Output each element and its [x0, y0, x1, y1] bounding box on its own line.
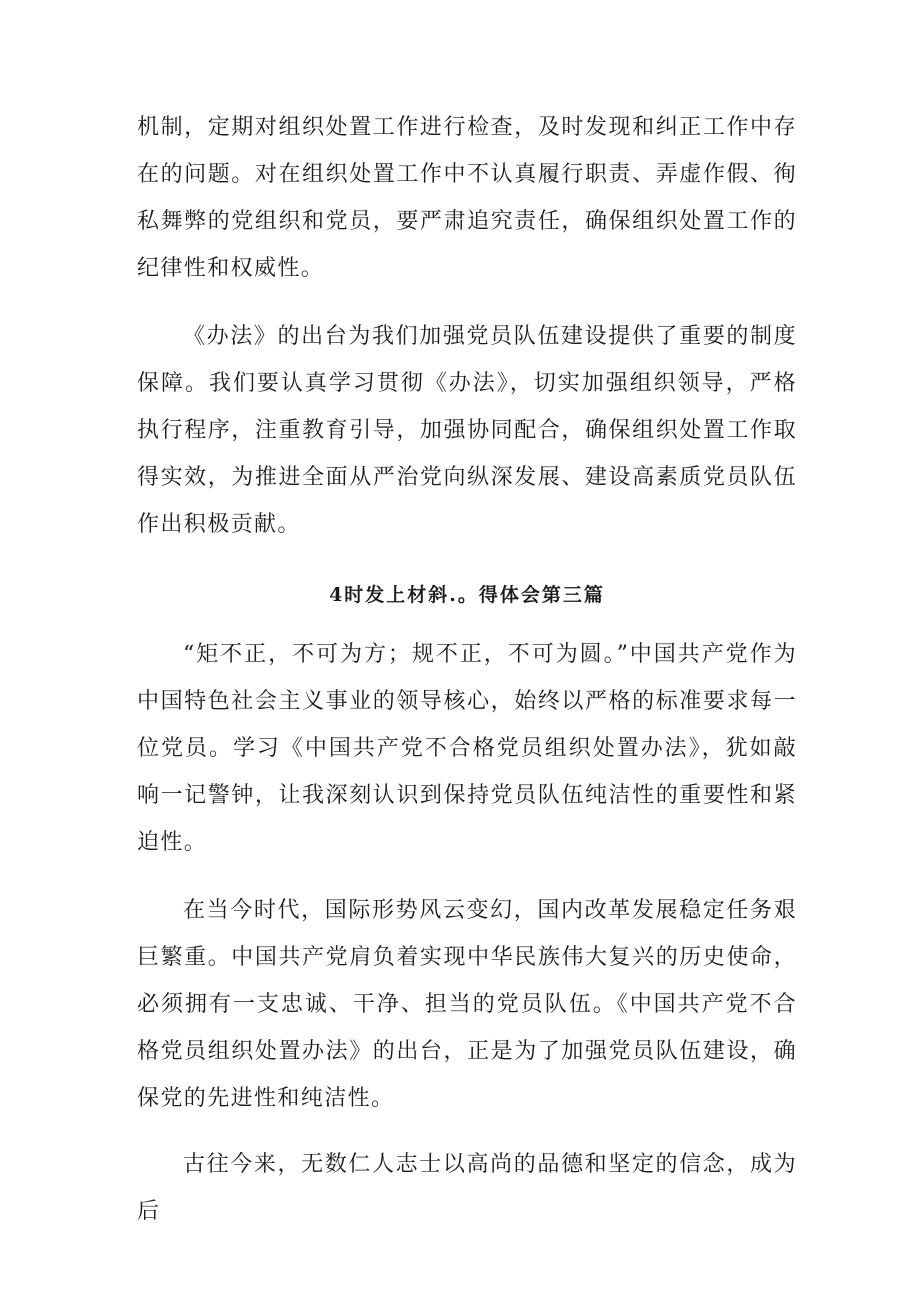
section-heading: 4时发上材斜.。得体会第三篇	[329, 584, 605, 606]
paragraph-4: 在当今时代，国际形势风云变幻，国内改革发展稳定任务艰巨繁重。中国共产党肩负着实现中华民族伟大复兴的历史使命，必须拥有一支忠诚、干净、担当的党员队伍。《中国共产党不合格党员组织处置办法》的出台，正是为了加强党员队伍建设，确保党的先进性和纯洁性。	[137, 898, 797, 1111]
paragraph-1: 机制，定期对组织处置工作进行检查，及时发现和纠正工作中存在的问题。对在组织处置工作中不认真履行职责、弄虚作假、徇私舞弊的党组织和党员，要严肃追究责任，确保组织处置工作的纪律性和权威性。	[137, 115, 797, 281]
paragraph-5: 古往今来，无数仁人志士以高尚的品德和坚定的信念，成为后	[137, 1152, 797, 1224]
paragraph-3: “矩不正，不可为方；规不正，不可为圆。”中国共产党作为中国特色社会主义事业的领导核心，始终以严格的标准要求每一位党员。学习《中国共产党不合格党员组织处置办法》，犹如敲响一记警钟，让我深刻认识到保持党员队伍纯洁性的重要性和紧迫性。	[137, 642, 797, 855]
paragraph-2: 《办法》的出台为我们加强党员队伍建设提供了重要的制度保障。我们要认真学习贯彻《办法》，切实加强组织领导，严格执行程序，注重教育引导，加强协同配合，确保组织处置工作取得实效，为推进全面从严治党向纵深发展、建设高素质党员队伍作出积极贡献。	[137, 324, 797, 537]
